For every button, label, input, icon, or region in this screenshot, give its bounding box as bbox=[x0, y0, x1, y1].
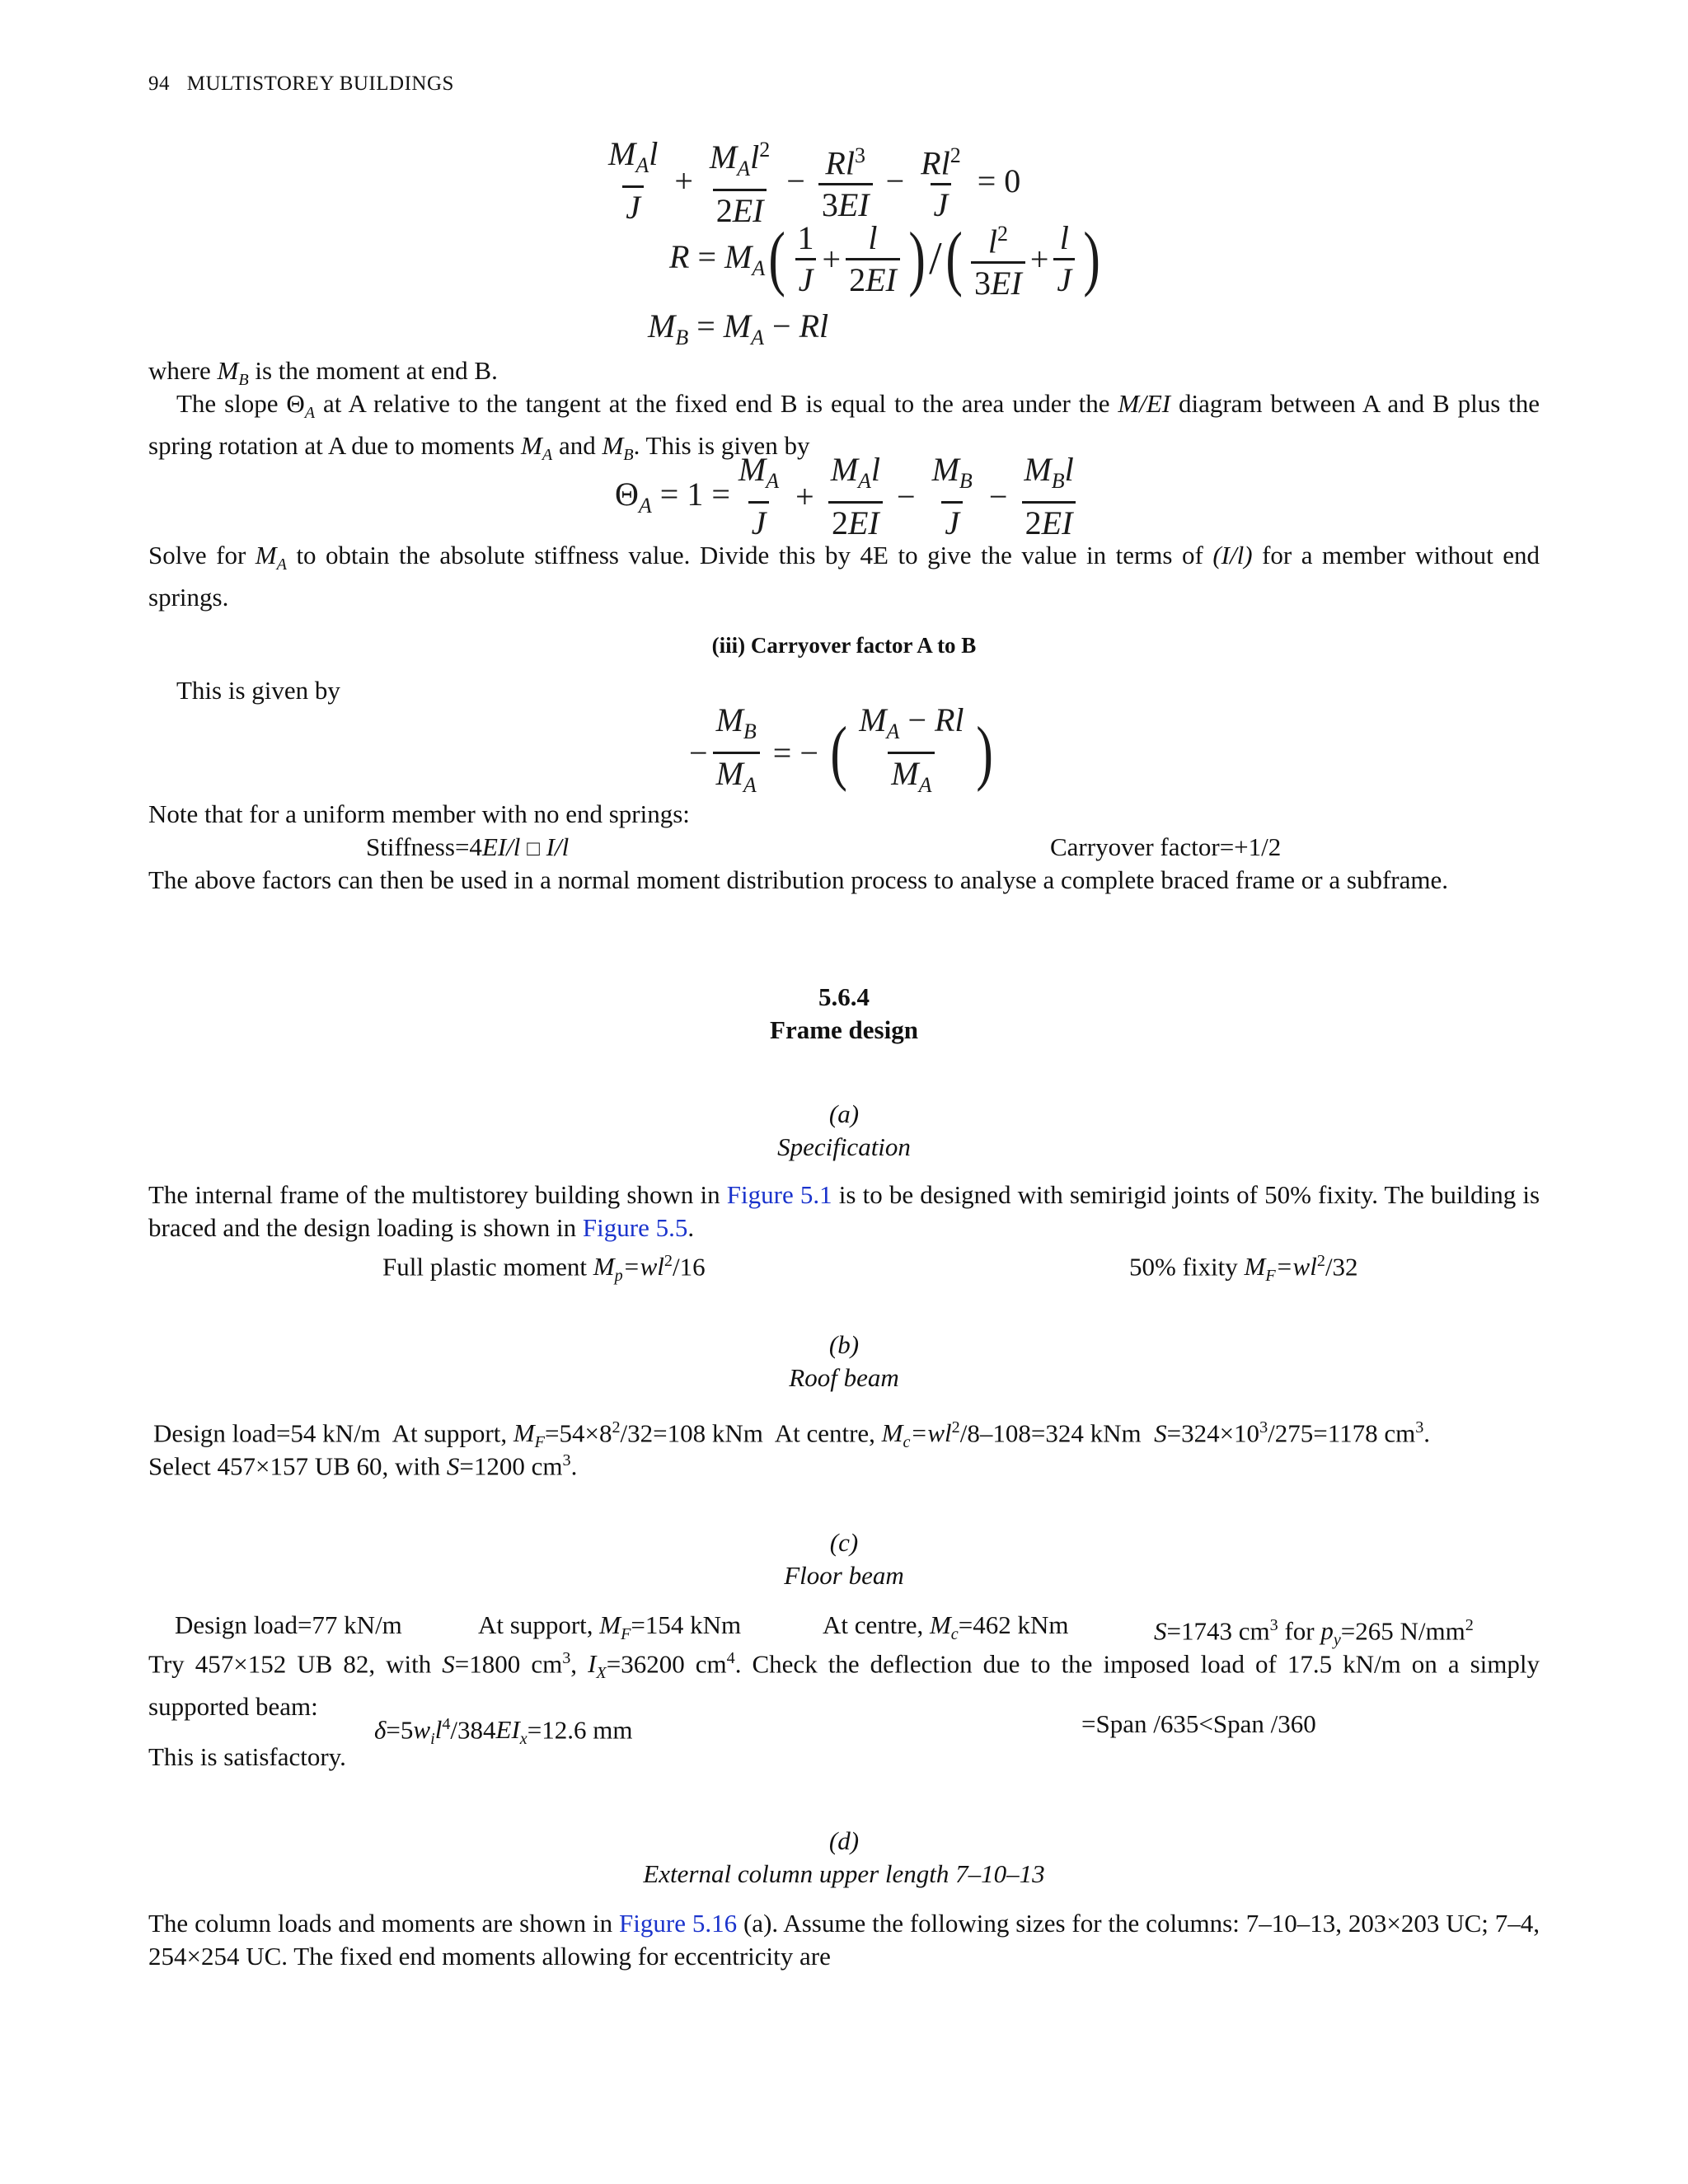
spec-label: (a) bbox=[828, 1099, 860, 1128]
solve-paragraph: Solve for $M_A$ to obtain the absolute stiffness value. Divide this by 4E to give the value in terms of (I/l) for a member without end springs. bbox=[148, 541, 1540, 612]
floor-title: Floor beam bbox=[784, 1561, 904, 1590]
equation-mb: $M_B = M_A - Rl$ bbox=[648, 307, 829, 349]
stiffness-text: Stiffness=4EI/l □ I/l bbox=[366, 832, 570, 861]
roof-label: (b) bbox=[828, 1330, 860, 1359]
equation-moment-balance: $\frac{M_Al}{J}$ + $\frac{M_Al^2}{2EI}$ − $\frac{Rl^3}{3EI}$ − $\frac{Rl^2}{J}$ = 0 bbox=[608, 134, 1021, 230]
above-factors-paragraph: The above factors can then be used in a normal moment distribution process to analyse a complete braced frame or a subframe. bbox=[148, 865, 1448, 894]
roof-title: Roof beam bbox=[789, 1363, 899, 1392]
floor-at-centre: At centre, $M_c=462$ kNm bbox=[823, 1610, 1069, 1644]
carryover-heading: (iii) Carryover factor A to B bbox=[711, 633, 977, 658]
figure-5-16-link[interactable]: Figure 5.16 bbox=[619, 1909, 738, 1938]
column-title: External column upper length 7–10–13 bbox=[643, 1859, 1045, 1888]
equation-carryover: − $\frac{M_B}{M_A}$ = − ( $\frac{M_A - Rl}{M_A}$ ) bbox=[689, 702, 996, 804]
spec-paragraph: The internal frame of the multistorey building shown in Figure 5.1 is to be designed with semirigid joints of 50% fixity. The building is braced and the design loading is shown in Figure 5.5. bbox=[148, 1180, 1540, 1242]
roof-select-line: Select 457×157 UB 60, with S=1200 $cm^3$. bbox=[148, 1451, 578, 1481]
figure-5-5-link[interactable]: Figure 5.5 bbox=[582, 1213, 688, 1242]
floor-try-paragraph: Try 457×152 UB 82, with S=1800 $cm^3$, $I_X=36200$ $cm^4$. Check the deflection due to the imposed load of 17.5 kN/m on a simply supported beam: bbox=[148, 1649, 1540, 1721]
satisfactory-text: This is satisfactory. bbox=[148, 1742, 346, 1771]
note-text: Note that for a uniform member with no end springs: bbox=[148, 799, 690, 828]
full-plastic-text: Full plastic moment $M_p=wl^2/16$ bbox=[382, 1252, 706, 1286]
floor-label: (c) bbox=[829, 1528, 859, 1557]
column-label: (d) bbox=[828, 1826, 860, 1855]
roof-design-line: Design load=54 kN/m At support, $M_F=54\times 8^2/32=108$ kNm At centre, $M_c=wl^2/8-108=324$ kNm $S=324\times 10^3/275=1178$ $cm^3$. bbox=[153, 1418, 1431, 1452]
running-title: MULTISTOREY BUILDINGS bbox=[186, 73, 454, 95]
column-paragraph: The column loads and moments are shown in Figure 5.16 (a). Assume the following sizes for the columns: 7–10–13, 203×203 UC; 7–4, 254×254 UC. The fixed end moments allowing for eccentricity are bbox=[148, 1909, 1540, 1971]
running-header bbox=[148, 73, 454, 96]
equation-theta-a: $\Theta_A = 1$ = $\frac{M_A}{J}$ + $\frac{M_Al}{2EI}$ − $\frac{M_B}{J}$ − $\frac{M_Bl}{2EI}$ bbox=[615, 452, 1082, 541]
deflection-formula: $\delta=5w_il^4/384EI_x=12.6$ mm bbox=[374, 1715, 633, 1749]
spec-title: Specification bbox=[777, 1132, 911, 1161]
equation-reaction: $R = M_A$ ( $\frac{1}{J}$ + $\frac{l}{2EI}$ ) / ( $\frac{l^2}{3EI}$ + $\frac{l}{J}$ ) bbox=[669, 218, 1101, 302]
floor-s-value: S=1743 $cm^3$ for $p_y=265$ $N/mm^2$ bbox=[1154, 1616, 1474, 1650]
where-mb-text: where $M_B$ is the moment at end B. bbox=[148, 356, 498, 390]
slope-paragraph: The slope $\Theta_A$ at A relative to the tangent at the fixed end B is equal to the area under the M/EI diagram between A and B plus the spring rotation at A due to moments $M_A$ and $M_B$. This is given by bbox=[148, 389, 1540, 465]
figure-5-1-link[interactable]: Figure 5.1 bbox=[726, 1180, 832, 1209]
section-title: Frame design bbox=[770, 1015, 918, 1044]
fifty-fixity-text: 50% fixity $M_F=wl^2/32$ bbox=[1129, 1252, 1358, 1286]
carryover-value-text: Carryover factor=+1/2 bbox=[1050, 832, 1282, 861]
floor-at-support: At support, $M_F=154$ kNm bbox=[478, 1610, 742, 1644]
span-ratio: =Span /635<Span /360 bbox=[1081, 1709, 1316, 1738]
given-by-text: This is given by bbox=[176, 676, 340, 705]
page-number: 94 bbox=[148, 73, 170, 95]
floor-design-load: Design load=77 kN/m bbox=[175, 1610, 402, 1639]
section-number: 5.6.4 bbox=[818, 982, 870, 1011]
